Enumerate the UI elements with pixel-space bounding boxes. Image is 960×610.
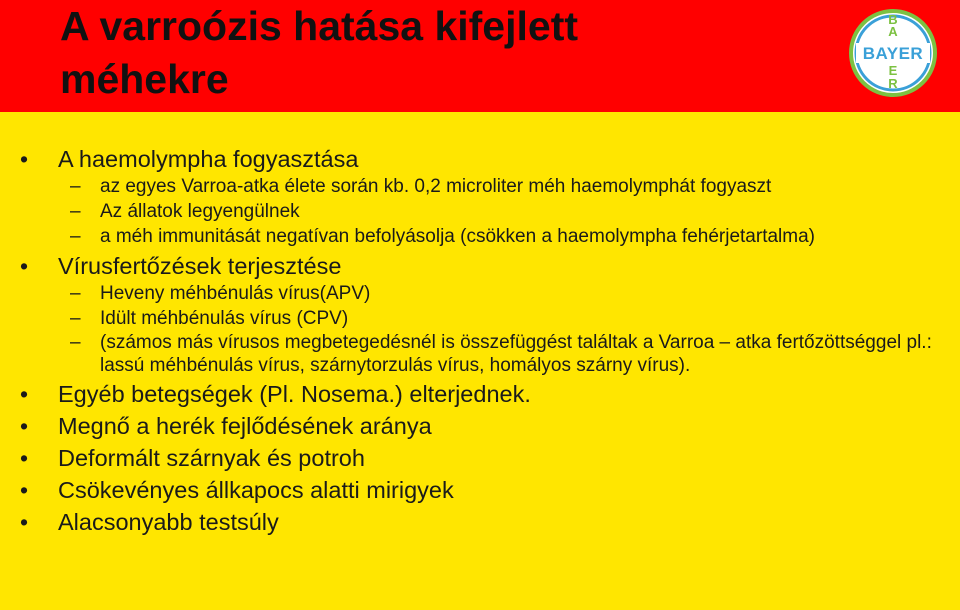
list-item: • Megnő a herék fejlődésének aránya [20, 413, 432, 439]
bullet-icon: • [20, 381, 29, 407]
bullet-icon: • [20, 509, 29, 535]
svg-text:B: B [888, 12, 898, 27]
bullet-icon: • [20, 253, 29, 279]
dash-icon: – [70, 226, 81, 247]
bullet-icon: • [20, 477, 29, 503]
svg-text:E: E [888, 63, 898, 78]
dash-icon: – [70, 176, 81, 197]
svg-text:BAYER: BAYER [862, 44, 924, 63]
list-item: • Vírusfertőzések terjesztése [20, 253, 342, 279]
bullet-icon: • [20, 413, 29, 439]
list-item: – az egyes Varroa-atka élete során kb. 0,2 microliter méh haemolymphát fogyaszt [70, 176, 772, 197]
dash-icon: – [70, 332, 81, 353]
title-banner [0, 0, 960, 112]
list-item: • Egyéb betegségek (Pl. Nosema.) elterjednek. [20, 381, 531, 407]
bullet-icon: • [20, 445, 29, 471]
list-item: – a méh immunitását negatívan befolyásolja (csökken a haemolympha fehérjetartalma) [70, 226, 815, 247]
bullet-icon: • [20, 146, 29, 172]
list-item: • A haemolympha fogyasztása [20, 146, 359, 172]
svg-text:R: R [888, 76, 898, 91]
bayer-logo-icon [848, 8, 938, 98]
dash-icon: – [70, 201, 81, 222]
list-item: • Csökevényes állkapocs alatti mirigyek [20, 477, 454, 503]
dash-icon: – [70, 308, 81, 329]
slide-title: A varroózis hatása kifejlett méhekre [60, 3, 579, 102]
list-item: – (számos más vírusos megbetegedésnél is összefüggést találtak a Varroa – atka fertőzöttséggel pl.: lassú méhbénulás vírus, szárnytorzulás vírus, homályos szárny vírus). [70, 332, 932, 376]
svg-text:A: A [888, 24, 898, 39]
dash-icon: – [70, 283, 81, 304]
list-item: – Az állatok legyengülnek [70, 201, 300, 222]
list-item: • Alacsonyabb testsúly [20, 509, 279, 535]
bullet-list [0, 142, 960, 537]
list-item: – Idült méhbénulás vírus (CPV) [70, 308, 349, 329]
list-item: – Heveny méhbénulás vírus(APV) [70, 283, 371, 304]
list-item: • Deformált szárnyak és potroh [20, 445, 365, 471]
